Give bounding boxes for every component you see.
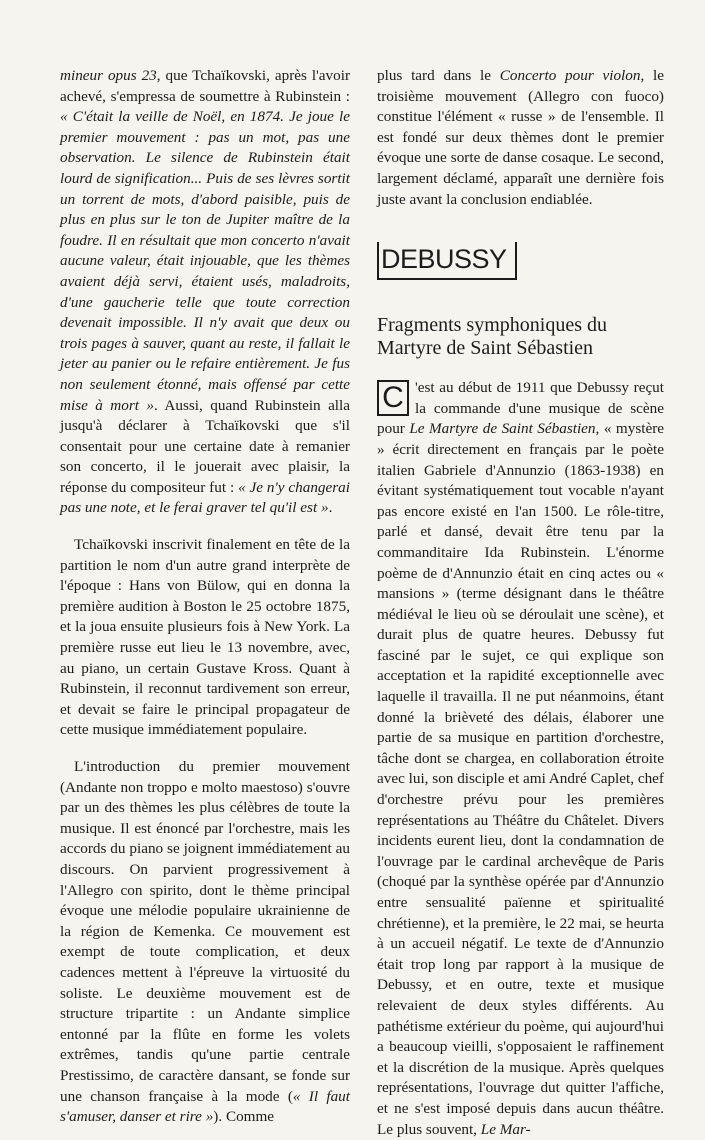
text-run: , le troisième mouvement (Allegro con fuoco) constitue l'élément « russe » de l'ensemble. Il est fondé sur deux thèmes dont le premier évoque une sorte de danse cosaque. Le second, largement déclamé, apparaît une dernière fois juste avant la conclusion endiablée. xyxy=(377,67,664,208)
tchaikovsky-quote: « C'était la veille de Noël, en 1874. Je joue le premier mouvement : pas un mot, pas une observation. Le silence de Rubinstein était lourd de signification... Puis de ses lèvres sortit un torrent de mots, d'abord paisible, puis de plus en plus sur le ton de Jupiter maître de la foudre. Il en résultait que mon concerto n'avait aucune valeur, était injouable, que les thèmes avaient déjà servi, étaient usés, maladroits, d'une gaucherie telle que toute correction devenait impossible. Il n'y avait que deux ou trois pages à sauver, quant au reste, il fallait le jeter au panier ou le refaire entièrement. Je fus non seulement étonné, mais offensé par cette mise à mort » xyxy=(60,108,350,414)
text-run: . Aussi, quand Rubinstein alla jusqu'à déclarer à Tchaïkovski que s'il consentait pour une certaine date à remanier son concerto, il le jouerait avec plaisir, la réponse du compositeur fut : xyxy=(60,396,350,496)
text-run: , « mystère » écrit directement en français par le poète italien Gabriele d'Annunzio (1863-1938) en évitant systématiquement tout vocable n'ayant pas encore existé en l'an 1500. Le rôle-titre, parlé et dansé, devait être tenu par la commanditaire Ida Rubinstein. L'énorme poème de d'Annunzio était en cinq actes ou « mansions » (terme désignant dans le théâtre médiéval le lieu où se déroulait une scène), et durait plus de quatre heures. Debussy fut fasciné par le sujet, ce qui explique son acceptation et la rapidité exceptionnelle avec laquelle il travailla. Il ne put néanmoins, étant donné la brièveté des délais, élaborer une partie de sa musique en partition d'orchestre, tâche dont se chargea, en collaboration étroite avec lui, son disciple et ami André Caplet, chef d'orchestre prévu pour les premières représentations au Théâtre du Châtelet. Divers incidents eurent lieu, dont la condamnation de l'ouvrage par le cardinal archevêque de Paris (choqué par la synthèse opérée par d'Annunzio entre sensualité païenne et spiritualité chrétienne), et la première, le 22 mai, se heurta à un accueil négatif. Le texte de d'Annunzio était trop long par rapport à la musique de Debussy, et en outre, texte et musique relevaient de deux styles différents. Au pathétisme extérieur du poème, qui aujourd'hui a beaucoup vieilli, s'opposaient le raffinement et la discrétion de la musique. Après quelques représentations, l'ouvrage dut quitter l'affiche, et ne s'est imposé depuis dans aucun théâtre. Le plus souvent, xyxy=(377,420,664,1138)
right-column xyxy=(377,66,664,1140)
martyre-title: Le Martyre de Saint Sébastien xyxy=(409,420,596,438)
paragraph-third-movement xyxy=(377,66,664,210)
violin-concerto-title: Concerto pour violon xyxy=(499,67,641,84)
tchaikovsky-reply-quote: « Je n'y changerai pas une note, et le ferai graver tel qu'il est » xyxy=(60,478,350,517)
text-run: , que Tchaïkovski, après l'avoir achevé, s'empressa de soumettre à Rubinstein : xyxy=(60,67,350,105)
paragraph-movements xyxy=(60,757,350,1128)
opus-reference: mineur opus 23 xyxy=(60,67,157,84)
paragraph-rubinstein-quote xyxy=(60,66,350,519)
left-column xyxy=(60,66,350,1128)
drop-cap-letter: C xyxy=(377,380,409,416)
text-run: L'introduction du premier mouvement (Andante non troppo e molto maestoso) s'ouvre par un des thèmes les plus célèbres de toute la musique. Il est énoncé par l'orchestre, mais les accords du piano se joignent immédiatement au discours. On parvient progressivement à l'Allegro con spirito, dont le thème principal évoque une mélodie populaire ukrainienne de la région de Kemenka. Ce mouvement est exempt de toute complication, et deux cadences mettent à l'épreuve la virtuosité du soliste. Le deuxième mouvement est de structure tripartite : un Andante simplice entonné par la flûte en forme les volets extrêmes, tandis qu'une partie centrale Prestissimo, de caractère dansant, se fonde sur une chanson française à la mode ( xyxy=(60,758,350,1105)
text-run: plus tard dans le xyxy=(377,67,500,84)
text-run: ). Comme xyxy=(213,1108,275,1126)
section-heading-debussy: DEBUSSY xyxy=(377,242,517,280)
paragraph-premiere: Tchaïkovski inscrivit finalement en tête de la partition le nom d'un autre grand interprète de l'époque : Hans von Bülow, qui en donna la première audition à Boston le 25 octobre 1875, et la joua ensuite plusieurs fois à New York. La première russe eut lieu le 13 novembre, avec, au piano, un certain Gustave Kross. Quant à Rubinstein, il reconnut tardivement son erreur, et devait se faire le principal propagateur de cette musique immédiatement populaire. xyxy=(60,536,350,739)
work-title: Fragments symphoniques du Martyre de Saint Sébastien xyxy=(377,314,607,360)
song-quote: « Il faut s'amuser, danser et rire » xyxy=(60,1087,350,1126)
text-run: 'est au début de 1911 que Debussy reçut la commande d'une musique de scène pour xyxy=(377,379,664,438)
paragraph-martyre xyxy=(377,378,664,1140)
martyre-title-continued: Le Mar- xyxy=(480,1120,531,1138)
text-run: . xyxy=(328,499,333,517)
